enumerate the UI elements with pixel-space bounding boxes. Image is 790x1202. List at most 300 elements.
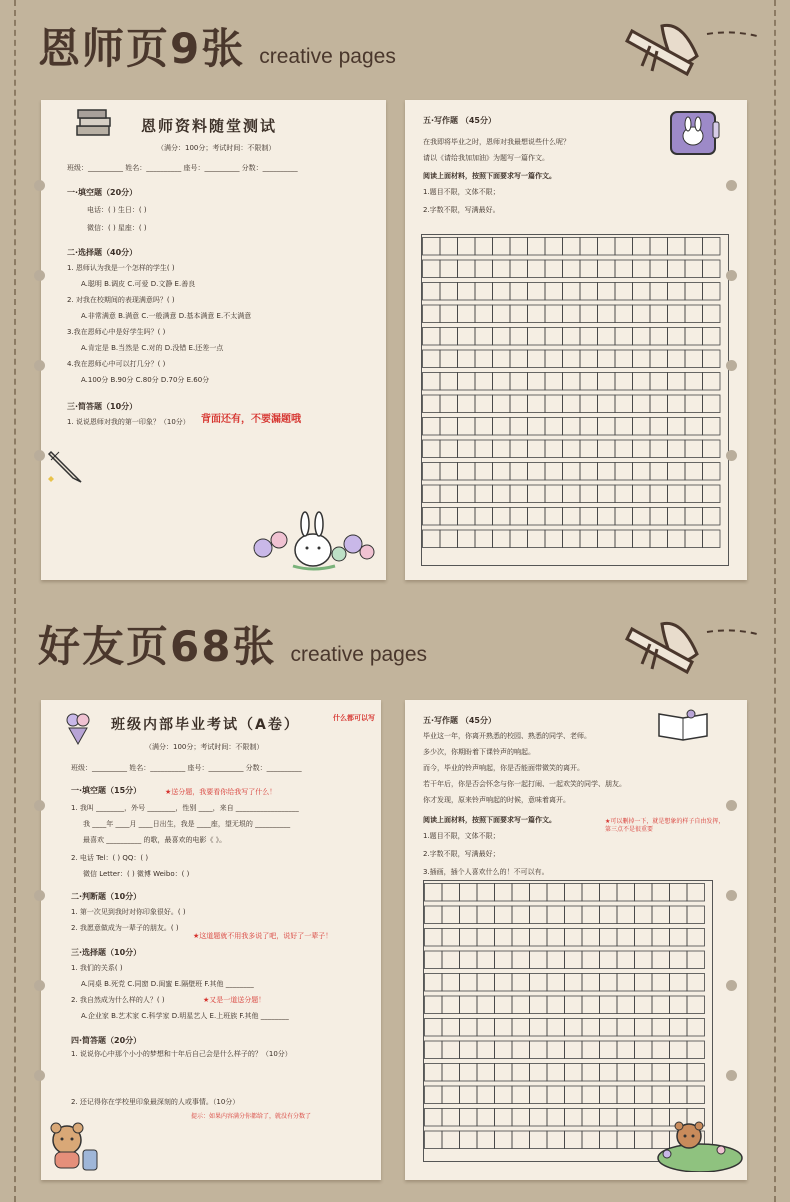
- grid-cell: [670, 884, 688, 902]
- grid-cell: [652, 884, 670, 902]
- grid-cell: [475, 283, 493, 301]
- grid-cell: [528, 440, 546, 458]
- grid-cell: [563, 440, 581, 458]
- essay-prompt-2: 请以《请给我加加油》为题写一篇作文。: [423, 154, 549, 162]
- grid-cell: [600, 929, 618, 947]
- grid-cell: [685, 283, 703, 301]
- grid-cell: [425, 996, 443, 1014]
- bunny-flowers-sticker: [243, 510, 383, 572]
- grid-cell: [565, 1064, 583, 1082]
- grid-cell: [633, 238, 651, 256]
- grid-cell: [615, 508, 633, 526]
- essay-req-1: 1.题目不限，文体不限；: [423, 188, 500, 196]
- choice-a1: A.同桌 B.死党 C.同窗 D.闺蜜 E.隔壁班 F.其他 ________: [81, 980, 254, 988]
- grid-cell: [633, 373, 651, 391]
- grid-cell: [580, 463, 598, 481]
- grid-cell: [670, 1086, 688, 1104]
- grid-cell: [530, 1131, 548, 1149]
- grid-cell: [565, 906, 583, 924]
- grid-cell: [530, 929, 548, 947]
- grid-cell: [460, 1086, 478, 1104]
- section-short-answer: 三·简答题（10分）: [67, 402, 138, 411]
- grid-cell: [512, 1131, 530, 1149]
- grid-cell: [598, 283, 616, 301]
- grid-cell: [423, 508, 441, 526]
- essay-section-title: 五·写作题 （45分）: [423, 716, 496, 725]
- grid-cell: [633, 485, 651, 503]
- grid-cell: [670, 1019, 688, 1037]
- grid-cell: [650, 395, 668, 413]
- grid-cell: [460, 929, 478, 947]
- grid-cell: [600, 1041, 618, 1059]
- binder-hole: [34, 1070, 45, 1081]
- grid-cell: [528, 463, 546, 481]
- grid-cell: [685, 395, 703, 413]
- grid-cell: [547, 906, 565, 924]
- grid-cell: [458, 463, 476, 481]
- grid-cell: [600, 1086, 618, 1104]
- grid-cell: [703, 350, 721, 368]
- grid-cell: [617, 906, 635, 924]
- grid-cell: [563, 350, 581, 368]
- grid-cell: [495, 1041, 513, 1059]
- short-answer-q1: 1. 说说你心中那个小小的梦想和十年后自己会是什么样子的？（10分）: [71, 1050, 292, 1058]
- grid-cell: [530, 906, 548, 924]
- grid-cell: [425, 1086, 443, 1104]
- grid-cell: [460, 951, 478, 969]
- grid-cell: [475, 350, 493, 368]
- grid-cell: [528, 373, 546, 391]
- grid-cell: [580, 260, 598, 278]
- grid-cell: [493, 395, 511, 413]
- grid-cell: [617, 951, 635, 969]
- grid-cell: [477, 1131, 495, 1149]
- grid-cell: [633, 305, 651, 323]
- grid-cell: [565, 884, 583, 902]
- grid-cell: [580, 238, 598, 256]
- grid-cell: [668, 373, 686, 391]
- grid-cell: [563, 485, 581, 503]
- grid-cell: [460, 1064, 478, 1082]
- grid-cell: [652, 929, 670, 947]
- grid-cell: [600, 974, 618, 992]
- grid-cell: [547, 1019, 565, 1037]
- grid-cell: [475, 440, 493, 458]
- grid-cell: [547, 974, 565, 992]
- grid-cell: [580, 395, 598, 413]
- grid-cell: [458, 440, 476, 458]
- grid-cell: [528, 305, 546, 323]
- grid-cell: [670, 996, 688, 1014]
- grid-cell: [423, 530, 441, 548]
- section-fill-blank: 一·填空题（15分）: [71, 786, 142, 795]
- binder-hole: [726, 180, 737, 191]
- grid-cell: [633, 328, 651, 346]
- grid-cell: [685, 238, 703, 256]
- fill-line-2: 微信：( ) 星座：( ): [87, 224, 147, 232]
- grid-cell: [423, 238, 441, 256]
- grid-cell: [458, 373, 476, 391]
- grid-cell: [580, 283, 598, 301]
- grid-cell: [615, 373, 633, 391]
- grid-cell: [615, 418, 633, 436]
- grid-cell: [442, 884, 460, 902]
- grid-cell: [458, 260, 476, 278]
- grid-cell: [635, 884, 653, 902]
- teacher-essay-sheet: [405, 100, 747, 580]
- choice-q2: 2. 我自然成为什么样的人？( ): [71, 996, 165, 1004]
- grid-cell: [703, 328, 721, 346]
- binder-hole: [726, 890, 737, 901]
- grid-cell: [493, 328, 511, 346]
- grid-cell: [563, 238, 581, 256]
- grid-cell: [600, 1064, 618, 1082]
- grid-cell: [512, 951, 530, 969]
- grid-cell: [530, 974, 548, 992]
- grid-cell: [670, 1041, 688, 1059]
- grid-cell: [635, 1019, 653, 1037]
- grid-cell: [512, 1086, 530, 1104]
- grid-cell: [580, 373, 598, 391]
- grid-cell: [425, 884, 443, 902]
- grid-cell: [598, 485, 616, 503]
- grid-cell: [545, 328, 563, 346]
- grid-cell: [510, 530, 528, 548]
- grid-cell: [528, 485, 546, 503]
- grid-cell: [475, 508, 493, 526]
- grid-cell: [703, 463, 721, 481]
- section-subtitle: creative pages: [290, 643, 428, 666]
- grid-cell: [442, 1109, 460, 1127]
- grid-cell: [547, 1109, 565, 1127]
- grid-cell: [477, 1064, 495, 1082]
- grid-cell: [493, 305, 511, 323]
- friend-essay-sheet: [405, 700, 747, 1180]
- grid-cell: [440, 283, 458, 301]
- grid-cell: [460, 1109, 478, 1127]
- grid-cell: [615, 305, 633, 323]
- grid-cell: [703, 283, 721, 301]
- section-true-false: 二·判断题（10分）: [71, 892, 142, 901]
- grid-cell: [685, 373, 703, 391]
- grid-cell: [425, 1041, 443, 1059]
- section-teacher-pages: [0, 0, 790, 600]
- section-choice: 二·选择题（40分）: [67, 248, 138, 257]
- grid-cell: [495, 929, 513, 947]
- grid-cell: [475, 485, 493, 503]
- binder-hole: [726, 450, 737, 461]
- grid-cell: [440, 418, 458, 436]
- choice-a2: A.企业家 B.艺术家 C.科学家 D.明星艺人 E.上班族 F.其他 ________: [81, 1012, 289, 1020]
- grid-cell: [512, 1041, 530, 1059]
- grid-cell: [668, 395, 686, 413]
- grid-cell: [423, 373, 441, 391]
- section-subtitle: creative pages: [259, 45, 396, 68]
- grid-cell: [425, 1109, 443, 1127]
- grid-cell: [668, 530, 686, 548]
- essay-section-title: 五·写作题 （45分）: [423, 116, 496, 125]
- grid-cell: [440, 508, 458, 526]
- grid-cell: [703, 508, 721, 526]
- grid-cell: [687, 951, 705, 969]
- grid-cell: [493, 463, 511, 481]
- grid-cell: [545, 508, 563, 526]
- grid-cell: [510, 418, 528, 436]
- grid-cell: [598, 395, 616, 413]
- essay-prompt-1: 毕业这一年，你离开熟悉的校园、熟悉的同学、老师。: [423, 732, 591, 740]
- grid-cell: [530, 1064, 548, 1082]
- grid-cell: [652, 1086, 670, 1104]
- grid-cell: [650, 238, 668, 256]
- grid-cell: [493, 260, 511, 278]
- grid-cell: [477, 1019, 495, 1037]
- teacher-quiz-sheet: [41, 100, 386, 580]
- grid-cell: [563, 395, 581, 413]
- choice-a4: A.100分 B.90分 C.80分 D.70分 E.60分: [81, 376, 210, 384]
- grid-cell: [633, 508, 651, 526]
- grid-cell: [650, 508, 668, 526]
- grid-cell: [650, 305, 668, 323]
- grid-cell: [650, 463, 668, 481]
- grid-cell: [598, 328, 616, 346]
- grid-cell: [633, 260, 651, 278]
- grid-cell: [600, 951, 618, 969]
- grid-cell: [475, 373, 493, 391]
- grid-cell: [685, 530, 703, 548]
- grid-cell: [477, 929, 495, 947]
- grid-cell: [510, 283, 528, 301]
- grid-cell: [633, 418, 651, 436]
- grid-cell: [580, 328, 598, 346]
- grid-cell: [650, 260, 668, 278]
- choice-q3: 3.我在恩师心中是好学生吗？( ): [67, 328, 166, 336]
- grid-cell: [512, 929, 530, 947]
- grid-cell: [580, 350, 598, 368]
- grid-cell: [617, 1109, 635, 1127]
- binder-hole: [34, 180, 45, 191]
- grid-cell: [703, 530, 721, 548]
- grid-cell: [703, 395, 721, 413]
- grid-cell: [475, 530, 493, 548]
- grid-cell: [703, 373, 721, 391]
- grid-cell: [563, 508, 581, 526]
- grid-cell: [598, 440, 616, 458]
- exam-title: 班级内部毕业考试（A卷）: [111, 717, 300, 733]
- grid-cell: [477, 951, 495, 969]
- grid-cell: [635, 1109, 653, 1127]
- grid-cell: [477, 884, 495, 902]
- grid-cell: [650, 418, 668, 436]
- grid-cell: [565, 974, 583, 992]
- short-answer-q1: 1. 说说恩师对我的第一印象？（10分）: [67, 418, 190, 426]
- grid-cell: [615, 485, 633, 503]
- fill-line-4: 2. 电话 Tel：( ) QQ：( ): [71, 854, 149, 862]
- grid-cell: [687, 1019, 705, 1037]
- essay-req-3: 3.插画，插个人喜欢什么的！不可以有。: [423, 868, 549, 876]
- binder-hole: [34, 980, 45, 991]
- grid-cell: [703, 260, 721, 278]
- grid-cell: [442, 929, 460, 947]
- grid-cell: [493, 508, 511, 526]
- grid-cell: [563, 305, 581, 323]
- grid-cell: [425, 974, 443, 992]
- grid-cell: [582, 1064, 600, 1082]
- grid-cell: [493, 238, 511, 256]
- grid-cell: [477, 906, 495, 924]
- grid-cell: [440, 395, 458, 413]
- grid-cell: [635, 1131, 653, 1149]
- info-line: 班级：__________ 姓名：__________ 座号：__________ 分数：__________: [67, 164, 298, 172]
- grid-cell: [423, 485, 441, 503]
- grid-cell: [635, 929, 653, 947]
- grid-cell: [545, 440, 563, 458]
- grid-cell: [528, 395, 546, 413]
- grid-cell: [687, 906, 705, 924]
- grid-cell: [545, 305, 563, 323]
- friend-exam-sheet: [41, 700, 381, 1180]
- binder-hole: [34, 890, 45, 901]
- grid-cell: [668, 418, 686, 436]
- grid-cell: [703, 485, 721, 503]
- binder-hole: [34, 360, 45, 371]
- grid-cell: [547, 996, 565, 1014]
- pencil-icon: [45, 446, 85, 486]
- grid-cell: [687, 1041, 705, 1059]
- essay-writing-grid[interactable]: [421, 234, 729, 566]
- grid-cell: [650, 373, 668, 391]
- grid-cell: [565, 929, 583, 947]
- exam-subtitle: （满分：100分；考试时间：不限制）: [145, 743, 264, 751]
- choice-q1: 1. 我们的关系( ): [71, 964, 123, 972]
- grid-cell: [530, 884, 548, 902]
- grid-cell: [635, 1064, 653, 1082]
- essay-requirements-title: 阅读上面材料，按照下面要求写一篇作文。: [423, 172, 556, 180]
- grid-cell: [440, 530, 458, 548]
- grid-cell: [512, 996, 530, 1014]
- grid-cell: [635, 996, 653, 1014]
- essay-requirements-title: 阅读上面材料，按照下面要求写一篇作文。: [423, 816, 556, 824]
- grid-cell: [510, 305, 528, 323]
- fill-blank-note: ★送分题，我要看你给我写了什么！: [165, 788, 277, 796]
- grid-cell: [668, 350, 686, 368]
- grid-cell: [442, 1086, 460, 1104]
- grid-cell: [650, 350, 668, 368]
- grid-cell: [442, 1064, 460, 1082]
- grid-cell: [598, 508, 616, 526]
- grid-cell: [528, 530, 546, 548]
- grid-cell: [685, 508, 703, 526]
- grid-cell: [425, 906, 443, 924]
- grid-cell: [495, 1019, 513, 1037]
- essay-req-2: 2.字数不限，写满最好。: [423, 206, 500, 214]
- grid-cell: [440, 373, 458, 391]
- grid-cell: [423, 463, 441, 481]
- flower-bouquet-icon: [61, 710, 95, 746]
- grid-cell: [510, 440, 528, 458]
- grid-cell: [633, 463, 651, 481]
- binder-hole: [726, 270, 737, 281]
- choice-a3: A.肯定是 B.当然是 C.对的 D.没错 E.还差一点: [81, 344, 224, 352]
- grid-cell: [617, 996, 635, 1014]
- grid-cell: [442, 974, 460, 992]
- grid-cell: [635, 1041, 653, 1059]
- section-friend-pages: [0, 600, 790, 1202]
- grid-cell: [528, 238, 546, 256]
- grid-cell: [563, 328, 581, 346]
- grid-cell: [598, 530, 616, 548]
- grid-cell: [703, 440, 721, 458]
- grid-cell: [440, 463, 458, 481]
- grid-cell: [652, 951, 670, 969]
- grid-cell: [510, 350, 528, 368]
- grid-cell: [528, 350, 546, 368]
- grid-cell: [545, 283, 563, 301]
- grid-cell: [545, 395, 563, 413]
- fill-line-1: 电话：( ) 生日：( ): [87, 206, 147, 214]
- grid-cell: [633, 395, 651, 413]
- grid-cell: [582, 974, 600, 992]
- grid-cell: [668, 260, 686, 278]
- tf-q2: 2. 我愿意做成为一辈子的朋友。( ): [71, 924, 179, 932]
- grid-cell: [528, 508, 546, 526]
- grid-cell: [512, 1019, 530, 1037]
- grid-cell: [685, 350, 703, 368]
- grid-cell: [440, 305, 458, 323]
- grid-cell: [423, 260, 441, 278]
- grid-cell: [598, 260, 616, 278]
- grid-cell: [582, 1109, 600, 1127]
- grid-cell: [442, 1131, 460, 1149]
- grid-cell: [565, 951, 583, 969]
- grid-cell: [617, 1041, 635, 1059]
- binder-hole: [34, 270, 45, 281]
- grid-cell: [565, 1041, 583, 1059]
- grid-cell: [510, 260, 528, 278]
- grid-cell: [565, 1019, 583, 1037]
- grid-cell: [633, 440, 651, 458]
- grid-cell: [530, 951, 548, 969]
- grid-cell: [668, 238, 686, 256]
- grid-cell: [650, 485, 668, 503]
- grid-cell: [477, 1086, 495, 1104]
- grid-cell: [495, 1064, 513, 1082]
- fill-line-5: 微信 Letter：( ) 微博 Weibo：( ): [83, 870, 190, 878]
- essay-prompt-3: 而今，毕业的铃声响起，你是否能面带微笑的离开。: [423, 764, 584, 772]
- diploma-scroll-icon: [622, 16, 762, 86]
- binder-hole: [726, 800, 737, 811]
- grid-cell: [600, 1109, 618, 1127]
- grid-cell: [547, 1086, 565, 1104]
- fill-line-2: 我 ____年 ____月 ____日出生，我是 ____座，望无垠的 __________: [83, 820, 291, 828]
- books-icon: [75, 108, 113, 138]
- grid-cell: [425, 1019, 443, 1037]
- grid-cell: [493, 283, 511, 301]
- grid-cell: [460, 884, 478, 902]
- grid-cell: [530, 1109, 548, 1127]
- grid-cell: [528, 260, 546, 278]
- grid-cell: [545, 418, 563, 436]
- grid-cell: [582, 1041, 600, 1059]
- grid-cell: [458, 305, 476, 323]
- grid-cell: [563, 530, 581, 548]
- grid-cell: [458, 350, 476, 368]
- grid-cell: [633, 530, 651, 548]
- essay-prompt-5: 你才发现，原来铃声响起的时候，意味着离开。: [423, 796, 570, 804]
- grid-cell: [495, 951, 513, 969]
- choice-a2: A.非常满意 B.满意 C.一般满意 D.基本满意 E.不太满意: [81, 312, 252, 320]
- grid-cell: [423, 395, 441, 413]
- grid-cell: [687, 929, 705, 947]
